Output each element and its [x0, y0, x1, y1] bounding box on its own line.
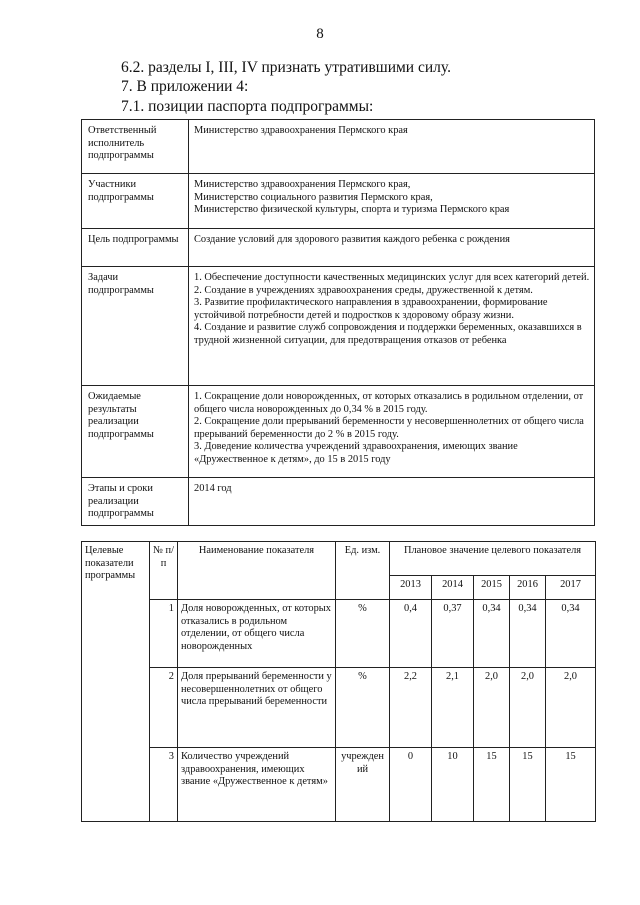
paragraph-7: 7. В приложении 4: — [121, 78, 249, 95]
indicator-unit: учрежден ий — [336, 748, 390, 822]
passport-value: Министерство здравоохранения Пермского края — [189, 120, 595, 174]
passport-label: Ответственный исполнитель подпрограммы — [82, 120, 189, 174]
row-number: 3 — [150, 748, 178, 822]
passport-row-participants — [82, 174, 595, 229]
passport-label: Этапы и сроки реализации подпрограммы — [82, 478, 189, 526]
indicator-value: 15 — [510, 748, 546, 822]
indicator-value: 0,37 — [432, 600, 474, 668]
indicator-value: 15 — [546, 748, 596, 822]
passport-label: Участники подпрограммы — [82, 174, 189, 229]
indicator-value: 2,0 — [546, 668, 596, 748]
indicator-value: 0 — [390, 748, 432, 822]
indicator-value: 0,34 — [474, 600, 510, 668]
table-row — [82, 668, 596, 748]
row-number: 2 — [150, 668, 178, 748]
col-number-header: № п/п — [150, 542, 178, 600]
indicator-value: 0,4 — [390, 600, 432, 668]
page-number: 8 — [316, 26, 324, 42]
passport-table — [81, 119, 595, 526]
passport-value: 2014 год — [189, 478, 595, 526]
table-row — [82, 748, 596, 822]
indicator-name: Количество учреждений здравоохранения, имеющих звание «Дружественное к детям» — [178, 748, 336, 822]
indicators-header-row — [82, 542, 596, 576]
indicator-value: 2,0 — [510, 668, 546, 748]
year-header: 2013 — [390, 576, 432, 600]
year-header: 2015 — [474, 576, 510, 600]
indicator-name: Доля прерываний беременности у несовершеннолетних от общего числа прерываний беременности — [178, 668, 336, 748]
indicator-value: 2,2 — [390, 668, 432, 748]
indicators-table — [81, 541, 596, 822]
col-plan-header: Плановое значение целевого показателя — [390, 542, 596, 576]
year-header: 2016 — [510, 576, 546, 600]
passport-value: Создание условий для здорового развития каждого ребенка с рождения — [189, 229, 595, 267]
passport-label: Ожидаемые результаты реализации подпрограммы — [82, 386, 189, 478]
indicator-value: 0,34 — [546, 600, 596, 668]
year-header: 2017 — [546, 576, 596, 600]
passport-row-executor — [82, 120, 595, 174]
passport-row-stages — [82, 478, 595, 526]
indicator-value: 15 — [474, 748, 510, 822]
indicators-section-label: Целевые показатели программы — [82, 542, 150, 822]
year-header: 2014 — [432, 576, 474, 600]
passport-label: Задачи подпрограммы — [82, 267, 189, 386]
passport-row-tasks — [82, 267, 595, 386]
row-number: 1 — [150, 600, 178, 668]
col-unit-header: Ед. изм. — [336, 542, 390, 600]
passport-value: 1. Обеспечение доступности качественных медицинских услуг для всех категорий детей. 2. Создание в учреждениях здравоохранения среды, дружественной к детям. 3. Развитие профилактического направления в здравоохранении, формирование устойчивой потребности детей и подростков к здоровому образу жизни. 4. Создание и развитие служб сопровождения и поддержки беременных, оказавшихся в трудной жизненной ситуации, для предотвращения отказов от ребенка — [189, 267, 595, 386]
passport-value: Министерство здравоохранения Пермского края, Министерство социального развития Пермского края, Министерство физической культуры, спорта и туризма Пермского края — [189, 174, 595, 229]
passport-row-goal — [82, 229, 595, 267]
indicator-value: 2,0 — [474, 668, 510, 748]
indicator-value: 10 — [432, 748, 474, 822]
col-name-header: Наименование показателя — [178, 542, 336, 600]
indicator-unit: % — [336, 668, 390, 748]
paragraph-7-1: 7.1. позиции паспорта подпрограммы: — [121, 98, 374, 115]
paragraph-6-2: 6.2. разделы I, III, IV признать утратившими силу. — [121, 59, 451, 76]
indicator-unit: % — [336, 600, 390, 668]
indicator-value: 2,1 — [432, 668, 474, 748]
passport-row-results — [82, 386, 595, 478]
passport-value: 1. Сокращение доли новорожденных, от которых отказались в родильном отделении, от общего числа новорожденных до 0,34 % в 2015 году. 2. Сокращение доли прерываний беременности у несовершеннолетних от общего числа прерываний беременности до 2 % в 2015 году. 3. Доведение количества учреждений здравоохранения, имеющих звание «Дружественное к детям», до 15 в 2015 году — [189, 386, 595, 478]
table-row — [82, 600, 596, 668]
indicator-value: 0,34 — [510, 600, 546, 668]
passport-label: Цель подпрограммы — [82, 229, 189, 267]
indicator-name: Доля новорожденных, от которых отказались в родильном отделении, от общего числа новорожденных — [178, 600, 336, 668]
